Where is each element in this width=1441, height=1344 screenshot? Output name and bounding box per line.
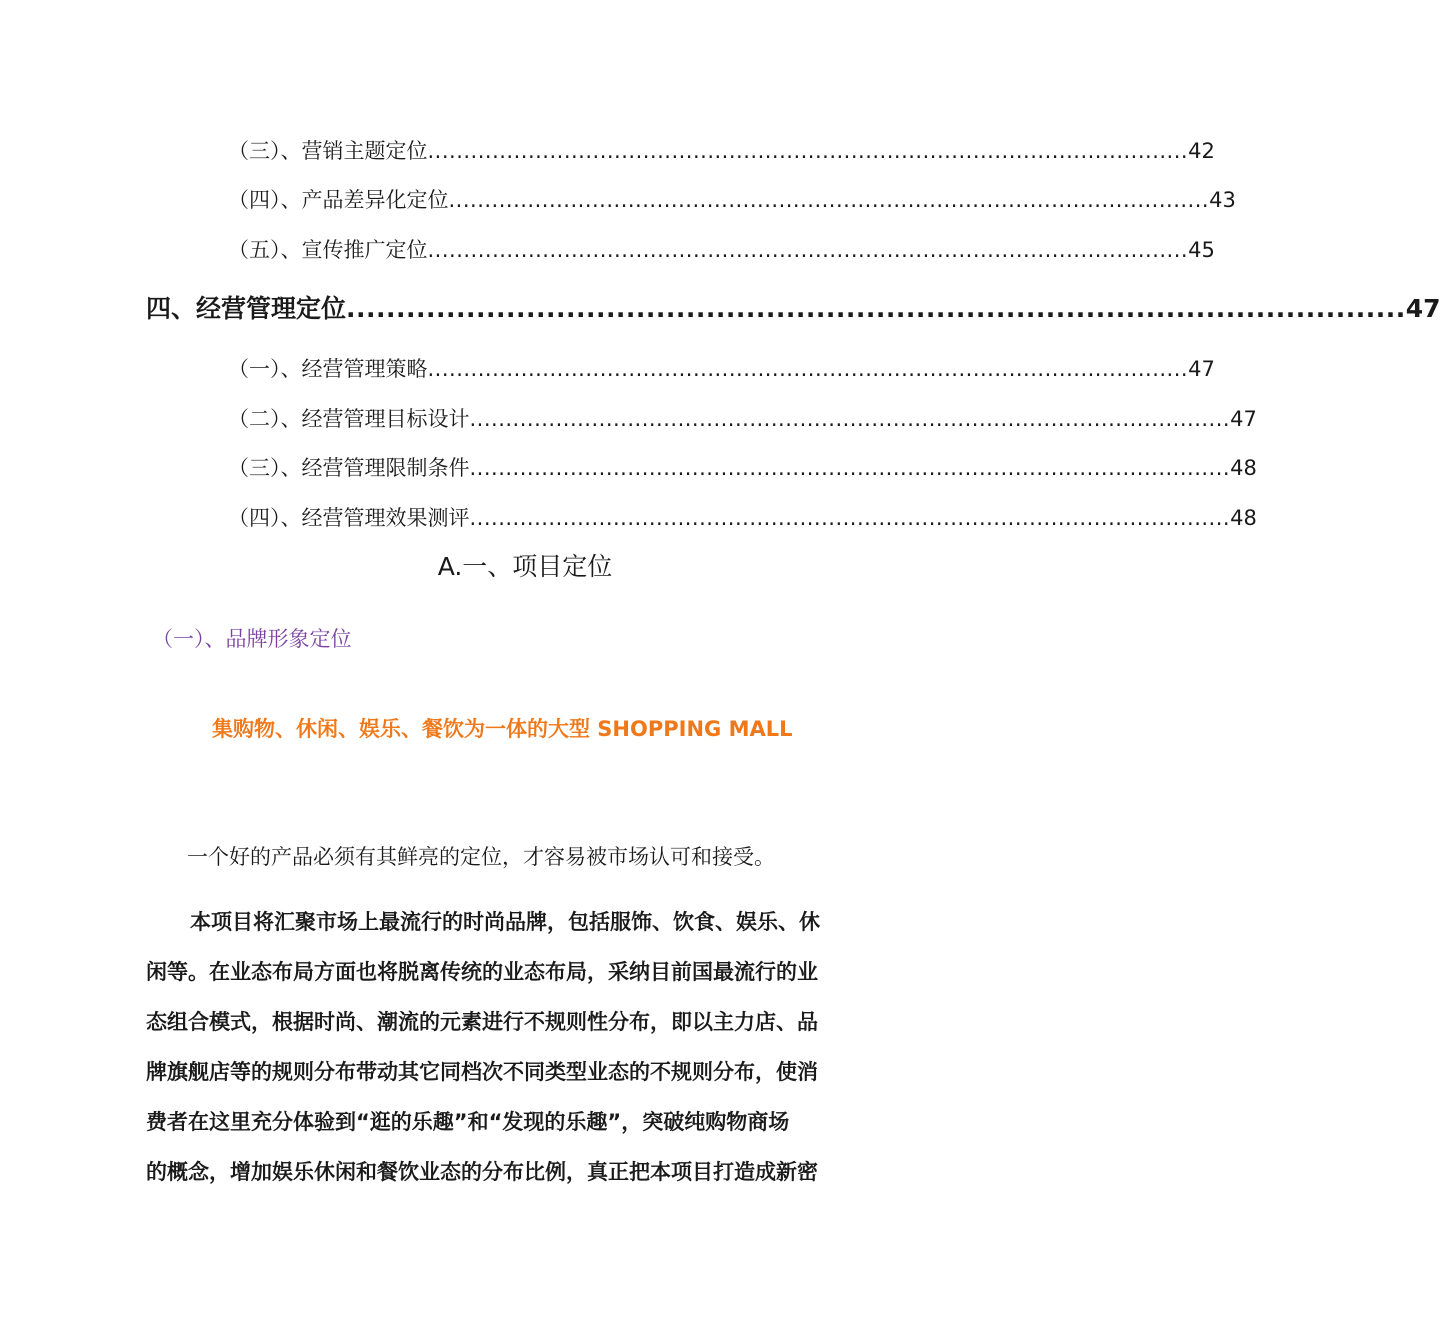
toc-entry-label: （三）、经营管理限制条件 [228, 456, 470, 480]
toc-entry[interactable] [228, 503, 1257, 533]
toc-entry-page: 47 [1188, 357, 1215, 381]
intro-paragraph: 一个好的产品必须有其鲜亮的定位，才容易被市场认可和接受。 [187, 845, 775, 869]
toc-entry-page: 42 [1188, 139, 1215, 163]
toc-chapter-label: 四、经营管理定位 [146, 294, 347, 323]
toc-entry[interactable] [228, 235, 1215, 265]
toc-leader-dots: .......................................................................................................... [469, 506, 1231, 530]
toc-leader-dots: .......................................................................................................... [427, 238, 1189, 262]
body-line: 牌旗舰店等的规则分布带动其它同档次不同类型业态的不规则分布，使消 [146, 1060, 818, 1084]
toc-entry[interactable] [228, 404, 1257, 434]
body-line: 态组合模式，根据时尚、潮流的元素进行不规则性分布，即以主力店、品 [146, 1010, 818, 1034]
toc-entry-label: （二）、经营管理目标设计 [228, 407, 470, 431]
highlight-title: 集购物、休闲、娱乐、餐饮为一体的大型 SHOPPING MALL [212, 717, 793, 741]
toc-entry[interactable] [228, 453, 1257, 483]
toc-leader-dots: .......................................................................................................... [469, 407, 1231, 431]
toc-chapter-page: 47 [1405, 294, 1441, 323]
body-line: 费者在这里充分体验到“逛的乐趣”和“发现的乐趣”，突破纯购物商场 [146, 1110, 790, 1134]
toc-entry-page: 48 [1230, 456, 1257, 480]
toc-leader-dots: .......................................................................................................... [469, 456, 1231, 480]
toc-entry[interactable] [228, 185, 1236, 215]
toc-entry[interactable] [228, 136, 1215, 166]
toc-entry-label: （五）、宣传推广定位 [228, 238, 428, 262]
toc-entry-page: 45 [1188, 238, 1215, 262]
toc-entry-label: （三）、营销主题定位 [228, 139, 428, 163]
toc-entry-page: 48 [1230, 506, 1257, 530]
body-paragraph [146, 903, 862, 1203]
toc-leader-dots: .......................................................................................................... [427, 357, 1189, 381]
body-line: 闲等。在业态布局方面也将脱离传统的业态布局，采纳目前国最流行的业 [146, 960, 818, 984]
section-title: A.一、项目定位 [437, 552, 613, 581]
toc-entry-page: 47 [1230, 407, 1257, 431]
body-line: 的概念，增加娱乐休闲和餐饮业态的分布比例，真正把本项目打造成新密 [146, 1160, 818, 1184]
toc-entry-label: （四）、经营管理效果测评 [228, 506, 470, 530]
toc-entry[interactable] [228, 354, 1215, 384]
toc-leader-dots: .......................................................................................................... [448, 188, 1210, 212]
toc-entry-label: （四）、产品差异化定位 [228, 188, 449, 212]
sub-heading: （一）、品牌形象定位 [152, 627, 352, 651]
toc-leader-dots: .......................................................................................................... [346, 294, 1406, 323]
toc-entry-label: （一）、经营管理策略 [228, 357, 428, 381]
toc-leader-dots: .......................................................................................................... [427, 139, 1189, 163]
toc-chapter-entry[interactable] [146, 291, 1441, 327]
toc-entry-page: 43 [1209, 188, 1236, 212]
body-line: 本项目将汇聚市场上最流行的时尚品牌，包括服饰、饮食、娱乐、休 [190, 910, 820, 934]
